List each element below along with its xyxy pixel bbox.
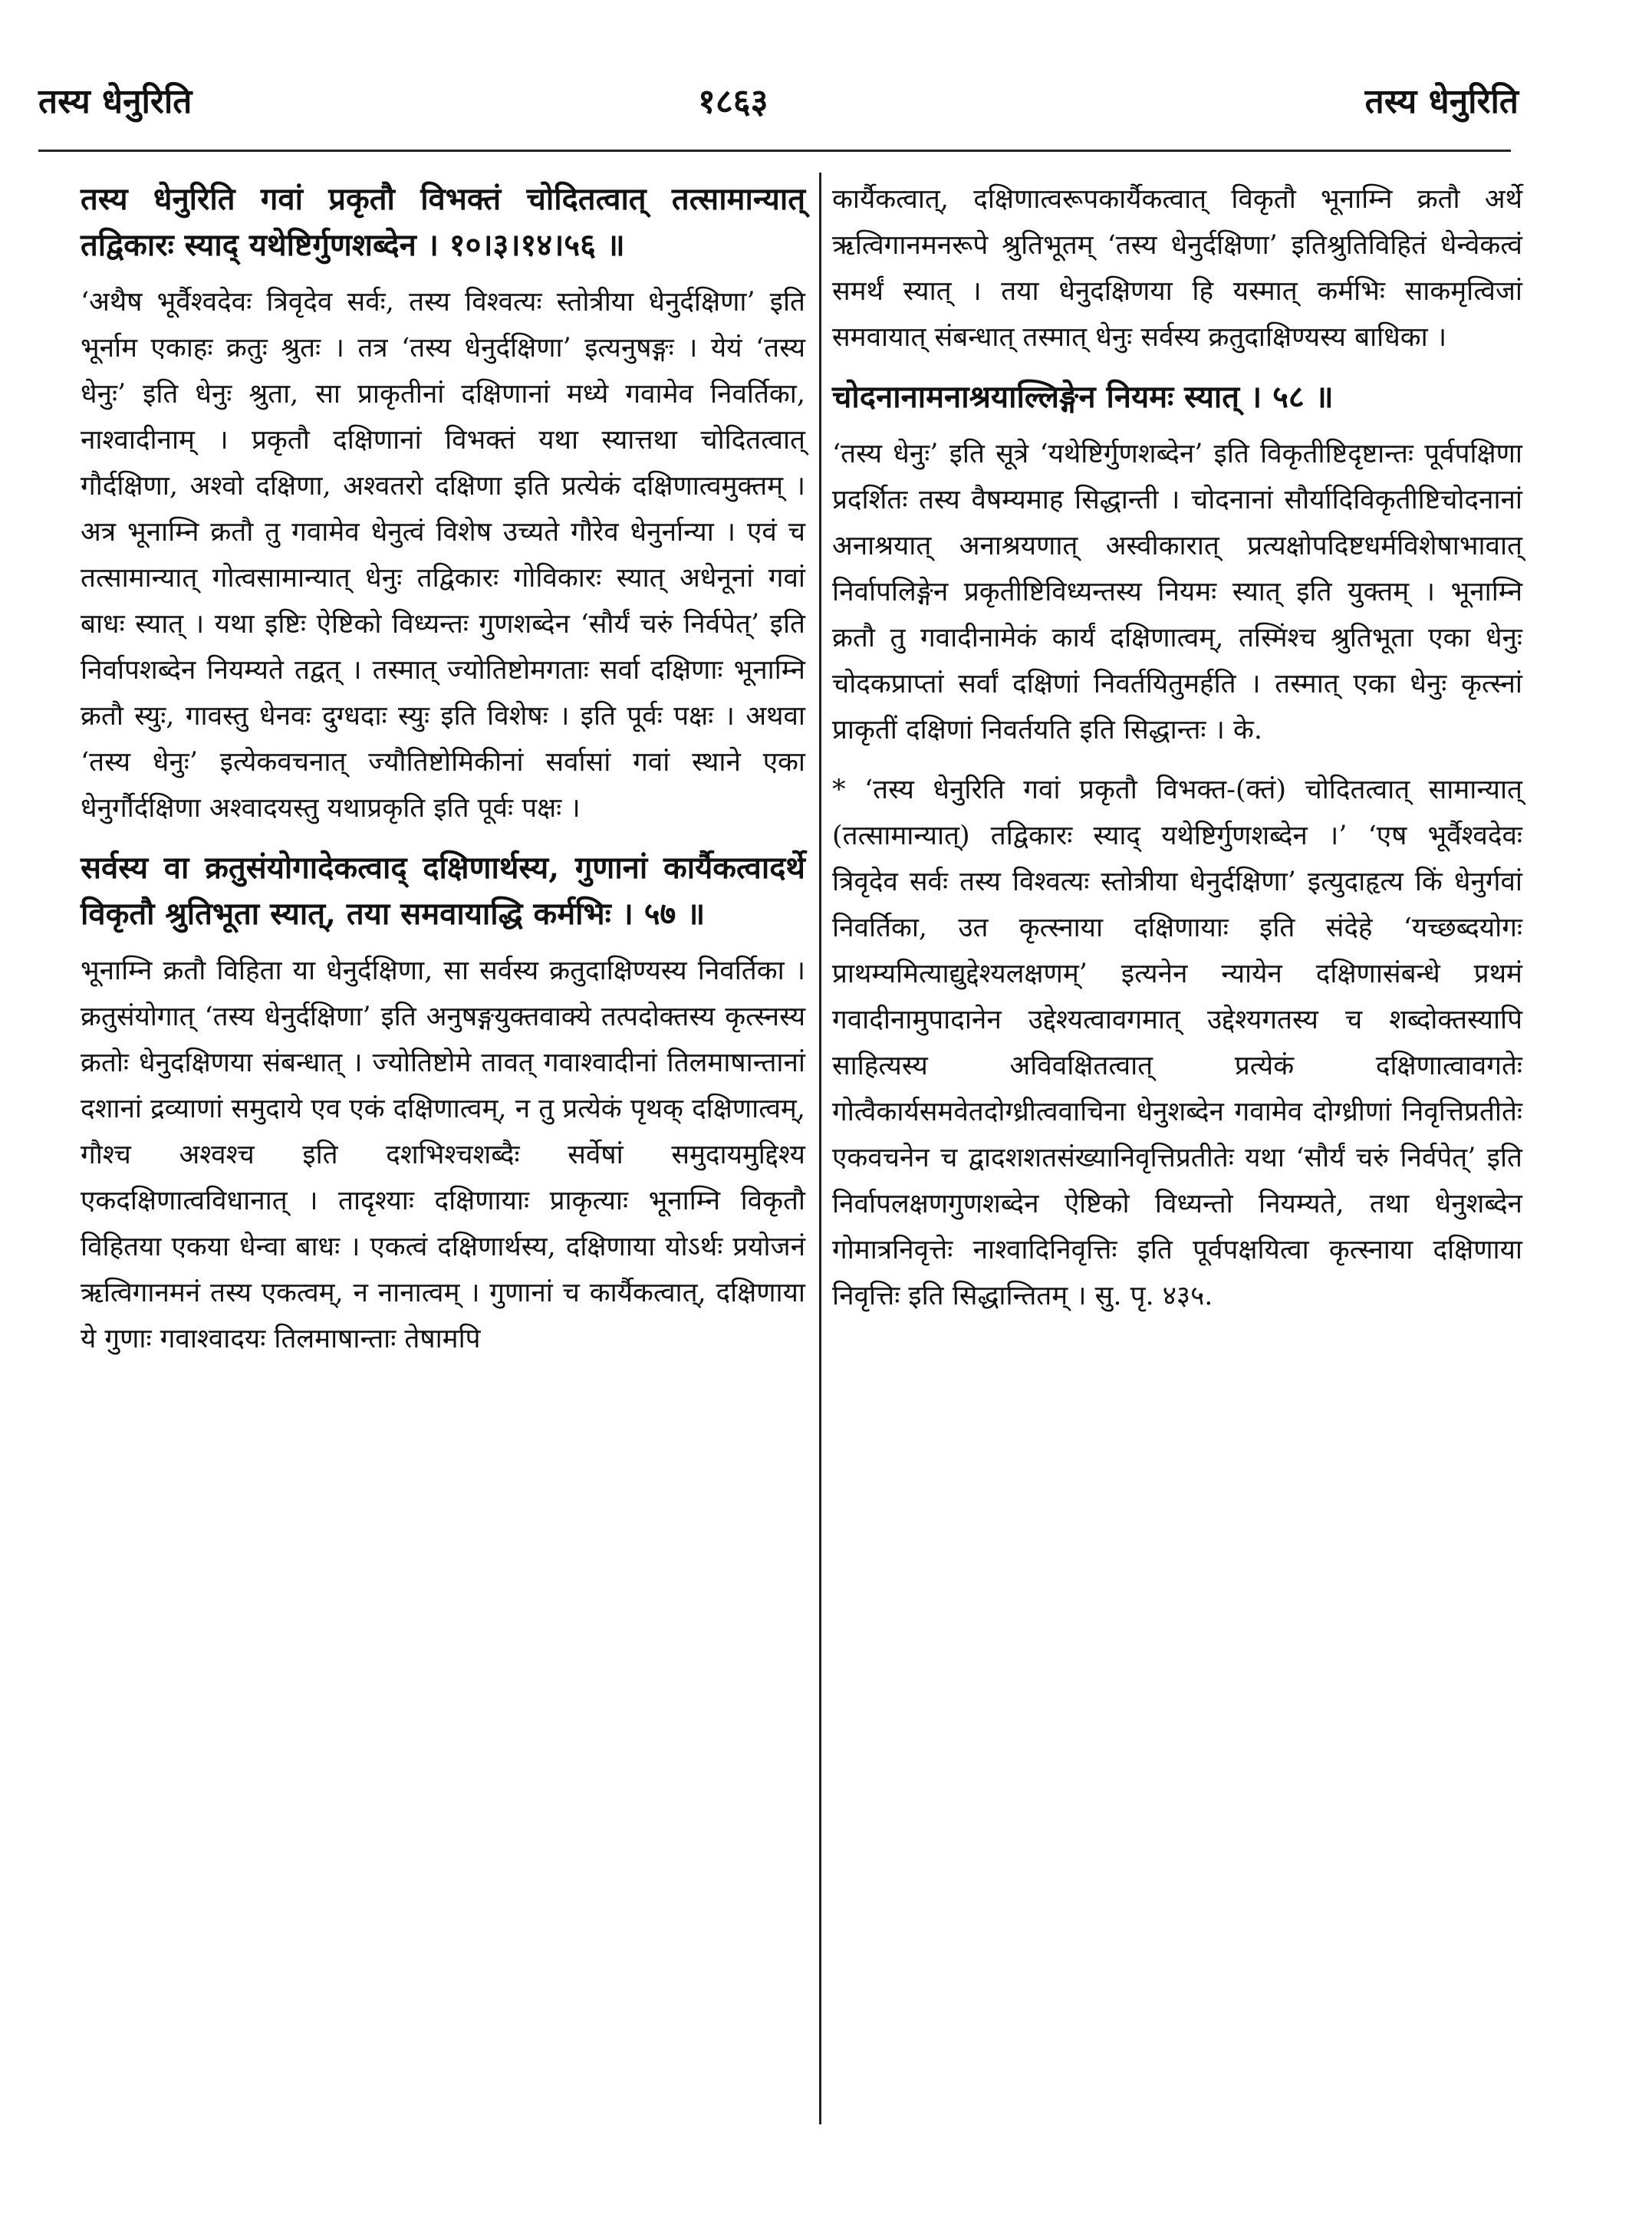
- footnote: * ‘तस्य धेनुरिति गवां प्रकृतौ विभक्त-(क्तं) चोदितत्वात् सामान्यात् (तत्सामान्यात्) तद्विकारः स्याद् यथेष्टिर्गुणशब्देन ।’ ‘एष भूर्वैश्वदेवः त्रिवृदेव सर्वः तस्य विश्वत्यः स्तोत्रीया धेनुर्दक्षिणा’ इत्युदाहृत्य किं धेनुर्गवां निवर्तिका, उत कृत्स्नाया दक्षिणायाः इति संदेहे ‘यच्छब्दयोगः प्राथम्यमित्याद्युद्देश्यलक्षणम्’ इत्यनेन न्यायेन दक्षिणासंबन्धे प्रथमं गवादीनामुपादानेन उद्देश्यत्वावगमात् उद्देश्यगतस्य च शब्दोक्तस्यापि साहित्यस्य अविवक्षितत्वात् प्रत्येकं दक्षिणात्वावगतेः गोत्वैकार्यसमवेतदोग्ध्रीत्ववाचिना धेनुशब्देन गवामेव दोग्ध्रीणां निवृत्तिप्रतीतेः एकवचनेन च द्वादशशतसंख्यानिवृत्तिप्रतीतेः यथा ‘सौर्यं चरुं निर्वपेत्’ इति निर्वापलक्षणगुणशब्देन ऐष्टिको विध्यन्तो नियम्यते, तथा धेनुशब्देन गोमात्रनिवृत्तेः नाश्वादिनिवृत्तिः इति पूर्वपक्षयित्वा कृत्स्नाया दक्षिणाया निवृत्तिः इति सिद्धान्तितम् । सु. पृ. ४३५.: [832, 775, 1522, 1311]
- sutra-58: चोदनानामनाश्रयाल्लिङ्गेन नियमः स्यात् । ५८ ॥: [832, 379, 1334, 415]
- page-header: [38, 77, 1519, 138]
- sutra-57: सर्वस्य वा क्रतुसंयोगादेकत्वाद् दक्षिणार्थस्य, गुणानां कार्यैकत्वादर्थे विकृतौ श्रुतिभूता स्यात्, तया समवायाद्धि कर्मभिः । ५७ ॥: [81, 850, 805, 932]
- commentary-58: ‘तस्य धेनुः’ इति सूत्रे ‘यथेष्टिर्गुणशब्देन’ इति विकृतीष्टिदृष्टान्तः पूर्वपक्षिणा प्रदर्शितः तस्य वैषम्यमाह सिद्धान्ती । चोदनानां सौर्यादिविकृतीष्टिचोदनानां अनाश्रयात् अनाश्रयणात् अस्वीकारात् प्रत्यक्षोपदिष्टधर्मविशेषाभावात् निर्वापलिङ्गेन प्रकृतीष्टिविध्यन्तस्य नियमः स्यात् इति युक्तम् । भूनाम्नि क्रतौ तु गवादीनामेकं कार्यं दक्षिणात्वम्, तस्मिंश्च श्रुतिभूता एका धेनुः चोदकप्राप्तां सर्वां दक्षिणां निवर्तयितुमर्हति । तस्मात् एका धेनुः कृत्स्नां प्राकृतीं दक्षिणां निवर्तयति इति सिद्धान्तः । के.: [832, 439, 1522, 745]
- column-divider: [819, 173, 821, 2124]
- running-title-left: तस्य धेनुरिति: [38, 82, 193, 121]
- sutra-56: तस्य धेनुरिति गवां प्रकृतौ विभक्तं चोदितत्वात् तत्सामान्यात् तद्विकारः स्याद् यथेष्टिर्गुणशब्देन । १०।३।१४।५६ ॥: [81, 181, 805, 263]
- commentary-56: ‘अथैष भूर्वैश्वदेवः त्रिवृदेव सर्वः, तस्य विश्वत्यः स्तोत्रीया धेनुर्दक्षिणा’ इति भूर्नाम एकाहः क्रतुः श्रुतः । तत्र ‘तस्य धेनुर्दक्षिणा’ इत्यनुषङ्गः । येयं ‘तस्य धेनुः’ इति धेनुः श्रुता, सा प्राकृतीनां दक्षिणानां मध्ये गवामेव निवर्तिका, नाश्वादीनाम् । प्रकृतौ दक्षिणानां विभक्तं यथा स्यात्तथा चोदितत्वात् गौर्दक्षिणा, अश्वो दक्षिणा, अश्वतरो दक्षिणा इति प्रत्येकं दक्षिणात्वमुक्तम् । अत्र भूनाम्नि क्रतौ तु गवामेव धेनुत्वं विशेष उच्यते गौरेव धेनुर्नान्या । एवं च तत्सामान्यात् गोत्वसामान्यात् धेनुः तद्विकारः गोविकारः स्यात् अधेनूनां गवां बाधः स्यात् । यथा इष्टिः ऐष्टिको विध्यन्तः गुणशब्देन ‘सौर्यं चरुं निर्वपेत्’ इति निर्वापशब्देन नियम्यते तद्वत् । तस्मात् ज्योतिष्टोमगताः सर्वा दक्षिणाः भूनाम्नि क्रतौ स्युः, गावस्तु धेनवः दुग्धदाः स्युः इति विशेषः । इति पूर्वः पक्षः । अथवा ‘तस्य धेनुः’ इत्येकवचनात् ज्यौतिष्टोमिकीनां सर्वासां गवां स्थाने एका धेनुर्गौर्दक्षिणा अश्वादयस्तु यथाप्रकृति इति पूर्वः पक्षः ।: [81, 287, 805, 824]
- commentary-57-continued: कार्यैकत्वात्, दक्षिणात्वरूपकार्यैकत्वात् विकृतौ भूनाम्नि क्रतौ अर्थे ऋत्विगानमनरूपे श्रुतिभूतम् ‘तस्य धेनुर्दक्षिणा’ इतिश्रुतिविहितं धेन्वेकत्वं समर्थं स्यात् । तया धेनुदक्षिणया हि यस्मात् कर्मभिः साकमृत्विजां समवायात् संबन्धात् तस्मात् धेनुः सर्वस्य क्रतुदाक्षिण्यस्य बाधिका ।: [832, 184, 1522, 353]
- running-title-right: तस्य धेनुरिति: [1364, 82, 1519, 121]
- left-column: [81, 176, 805, 1376]
- page-number: १८६३: [698, 82, 768, 121]
- header-rule: [38, 150, 1511, 152]
- right-column: [832, 176, 1522, 1333]
- commentary-57: भूनाम्नि क्रतौ विहिता या धेनुर्दक्षिणा, सा सर्वस्य क्रतुदाक्षिण्यस्य निवर्तिका । क्रतुसंयोगात् ‘तस्य धेनुर्दक्षिणा’ इति अनुषङ्गयुक्तवाक्ये तत्पदोक्तस्य कृत्स्नस्य क्रतोः धेनुदक्षिणया संबन्धात् । ज्योतिष्टोमे तावत् गवाश्वादीनां तिलमाषान्तानां दशानां द्रव्याणां समुदाये एव एकं दक्षिणात्वम्, न तु प्रत्येकं पृथक् दक्षिणात्वम्, गौश्च अश्वश्च इति दशभिश्चशब्दैः सर्वेषां समुदायमुद्दिश्य एकदक्षिणात्वविधानात् । तादृश्याः दक्षिणायाः प्राकृत्याः भूनाम्नि विकृतौ विहितया एकया धेन्वा बाधः । एकत्वं दक्षिणार्थस्य, दक्षिणाया योऽर्थः प्रयोजनं ऋत्विगानमनं तस्य एकत्वम्, न नानात्वम् । गुणानां च कार्यैकत्वात्, दक्षिणाया ये गुणाः गवाश्वादयः तिलमाषान्ताः तेषामपि: [81, 956, 805, 1354]
